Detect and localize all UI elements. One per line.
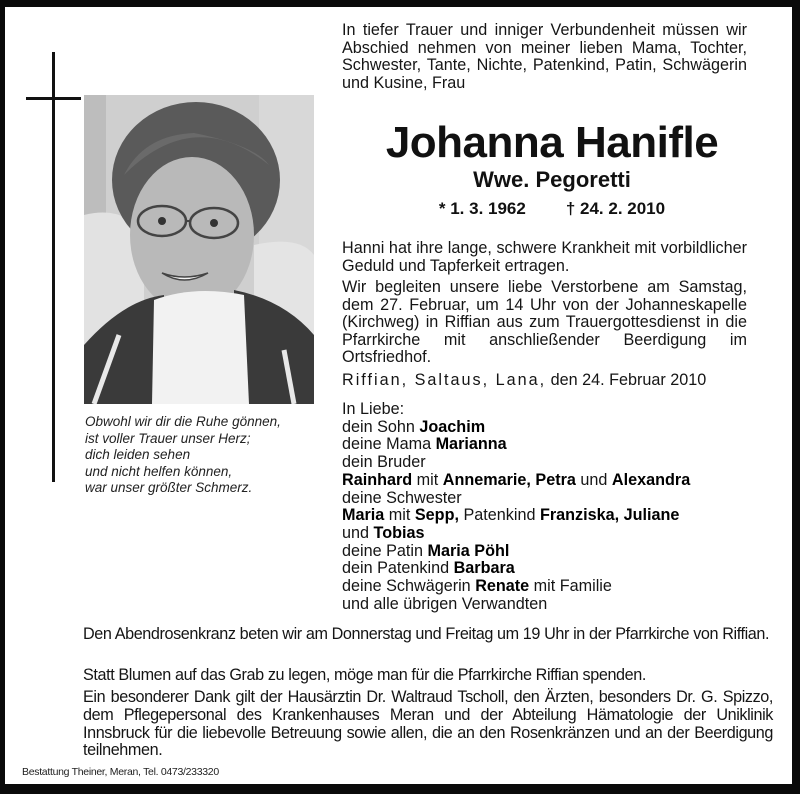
mourner-line bbox=[342, 454, 747, 472]
portrait-image bbox=[84, 95, 314, 404]
mourner-relation: mit bbox=[384, 506, 415, 525]
death-date: † 24. 2. 2010 bbox=[565, 199, 666, 218]
mourner-relation: deine Mama bbox=[342, 435, 436, 454]
mourner-line bbox=[342, 596, 747, 614]
mourner-name: Maria bbox=[342, 506, 385, 525]
mourner-line bbox=[342, 436, 747, 454]
cross-icon-horizontal bbox=[26, 97, 81, 100]
poem-line: war unser größter Schmerz. bbox=[85, 480, 253, 496]
mourner-relation: deine Patin bbox=[342, 541, 428, 560]
mourner-line bbox=[342, 560, 747, 578]
place-date bbox=[342, 372, 747, 390]
mourner-name: Alexandra bbox=[611, 470, 691, 489]
flowers-paragraph: Statt Blumen auf das Grab zu legen, möge man für die Pfarrkirche Riffian spenden. bbox=[83, 666, 646, 684]
memorial-poem bbox=[85, 414, 335, 497]
funeral-home-footer: Bestattung Theiner, Meran, Tel. 0473/233320 bbox=[22, 766, 219, 778]
deceased-name: Johanna Hanifle bbox=[385, 118, 719, 167]
mourner-line bbox=[342, 472, 747, 490]
portrait-photo bbox=[84, 95, 314, 404]
rosary-paragraph: Den Abendrosenkranz beten wir am Donnerstag und Freitag um 19 Uhr in der Pfarrkirche von Riffian. bbox=[83, 625, 770, 643]
mourner-name: Rainhard bbox=[342, 470, 413, 489]
cross-icon-vertical bbox=[52, 52, 55, 482]
thanks-paragraph: Ein besonderer Dank gilt der Hausärztin Dr. Waltraud Tscholl, den Ärzten, besonders Dr. G. Spizzo, dem Pflegepersonal des Krankenhauses Meran und der Abteilung Hämatologie der Uniklinik Innsbruck für die liebevolle Betreuung sowie allen, die an den Rosenkränzen und an der Beerdigung teilnehmen. bbox=[83, 688, 773, 760]
mourner-line bbox=[342, 525, 747, 543]
mourner-name: Renate bbox=[475, 577, 530, 596]
mourner-line bbox=[342, 490, 747, 508]
poem-line: ist voller Trauer unser Herz; bbox=[85, 430, 251, 446]
mourners-heading: In Liebe: bbox=[342, 400, 405, 418]
mourner-line bbox=[342, 419, 747, 437]
mourner-line bbox=[342, 507, 747, 525]
widow-of: Wwe. Pegoretti bbox=[473, 167, 631, 192]
mourner-name: Annemarie, Petra bbox=[442, 470, 576, 489]
mourner-name: Marianna bbox=[435, 435, 507, 454]
mourner-relation: dein Sohn bbox=[342, 417, 420, 436]
mourner-name: Maria Pöhl bbox=[427, 541, 510, 560]
mourner-relation: und alle übrigen Verwandten bbox=[342, 594, 548, 613]
mourner-relation: und bbox=[342, 523, 374, 542]
birth-date: * 1. 3. 1962 bbox=[438, 199, 526, 218]
mourner-name: Joachim bbox=[419, 417, 486, 436]
places: Riffian, Saltaus, Lana, bbox=[342, 371, 547, 389]
mourner-name: Barbara bbox=[453, 559, 515, 578]
mourner-relation: deine Schwägerin bbox=[342, 577, 476, 596]
poem-line: und nicht helfen können, bbox=[85, 463, 233, 479]
mourner-line bbox=[342, 543, 747, 561]
intro-text: In tiefer Trauer und inniger Verbundenheit müssen wir Abschied nehmen von meiner lieben Mama, Tochter, Schwester, Tante, Nichte, Patenkind, Patin, Schwägerin und Kusine, Frau bbox=[342, 21, 747, 92]
mourner-relation: und bbox=[575, 470, 612, 489]
poem-line: Obwohl wir dir die Ruhe gönnen, bbox=[85, 414, 281, 429]
life-dates bbox=[342, 198, 762, 220]
mourner-relation: deine Schwester bbox=[342, 488, 462, 507]
mourner-relation: Patenkind bbox=[458, 506, 540, 525]
funeral-paragraph: Wir begleiten unsere liebe Verstorbene am Samstag, dem 27. Februar, um 14 Uhr von der Johanneskapelle (Kirchweg) in Riffian aus zum Trauergottesdienst in die Pfarrkirche mit anschließender Beerdigung im Ortsfriedhof. bbox=[342, 278, 747, 367]
mourner-relation: mit Familie bbox=[529, 577, 612, 596]
mourner-name: Sepp, bbox=[414, 506, 459, 525]
poem-line: dich leiden sehen bbox=[85, 447, 191, 463]
mourner-relation: dein Patenkind bbox=[342, 559, 454, 578]
mourner-relation: dein Bruder bbox=[342, 453, 426, 472]
mourner-relation: mit bbox=[412, 470, 443, 489]
notice-date: den 24. Februar 2010 bbox=[546, 371, 707, 389]
mourner-line bbox=[342, 578, 747, 596]
illness-paragraph: Hanni hat ihre lange, schwere Krankheit mit vorbildlicher Geduld und Tapferkeit ertragen. bbox=[342, 239, 747, 275]
mourner-name: Tobias bbox=[373, 523, 425, 542]
mourners-list bbox=[342, 401, 747, 613]
mourner-name: Franziska, Juliane bbox=[539, 506, 680, 525]
